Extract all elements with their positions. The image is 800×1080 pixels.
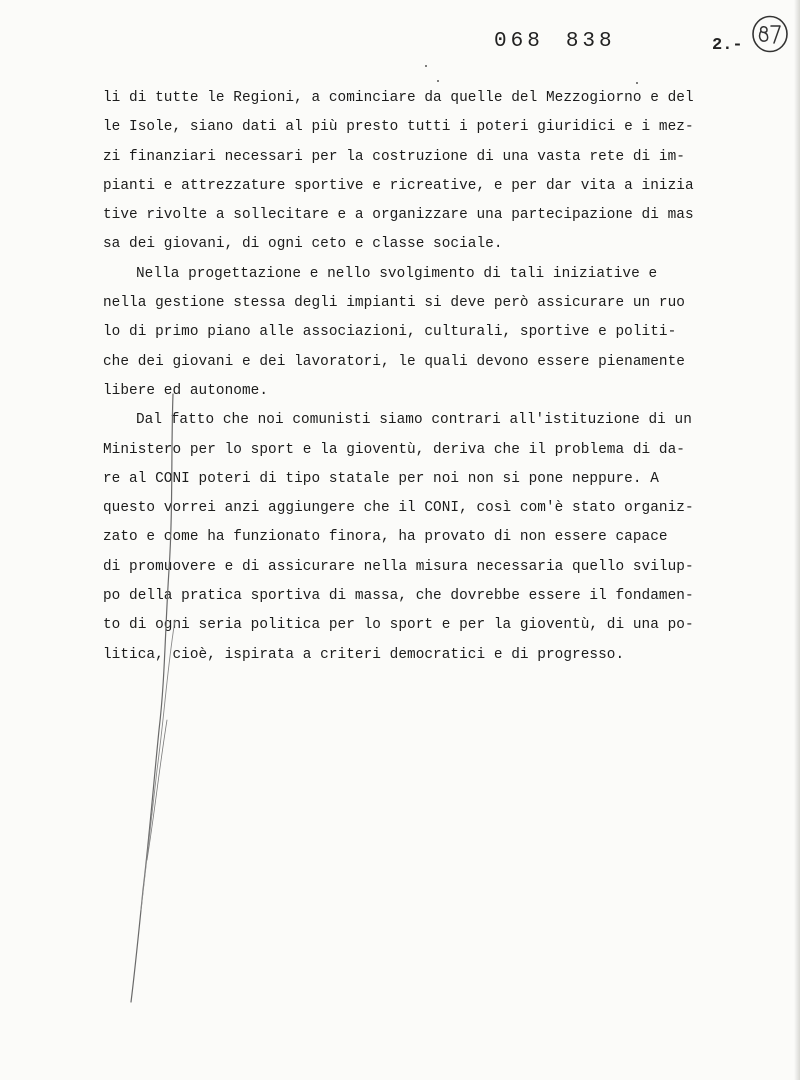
text-line: tive rivolte a sollecitare e a organizzare una partecipazione di mas xyxy=(103,207,694,224)
text-line: li di tutte le Regioni, a cominciare da quelle del Mezzogiorno e del xyxy=(103,90,694,106)
page-sequence: 2.- xyxy=(712,36,743,55)
document-number-part2: 838 xyxy=(565,30,616,53)
text-line: to di ogni seria politica per lo sport e per la gioventù, di una po- xyxy=(103,617,694,634)
text-line: Nella progettazione e nello svolgimento di tali iniziative e xyxy=(136,265,658,282)
document-number xyxy=(494,30,616,53)
handwritten-page-stamp xyxy=(750,14,790,54)
document-number-part1: 068 xyxy=(494,30,544,53)
text-line: pianti e attrezzature sportive e ricreative, e per dar vita a inizia xyxy=(103,177,694,194)
paper-speck xyxy=(425,65,427,67)
text-line: zi finanziari necessari per la costruzione di una vasta rete di im- xyxy=(103,148,685,165)
text-line: che dei giovani e dei lavoratori, le quali devono essere pienamente xyxy=(103,353,685,370)
text-line: di promuovere e di assicurare nella misura necessaria quello svilup- xyxy=(103,558,694,575)
text-line: questo vorrei anzi aggiungere che il CONI, così com'è stato organiz- xyxy=(103,500,694,517)
text-line: libere ed autonome. xyxy=(103,382,269,399)
text-line: zato e come ha funzionato finora, ha provato di non essere capace xyxy=(103,529,668,546)
text-line: po della pratica sportiva di massa, che dovrebbe essere il fondamen- xyxy=(103,588,694,605)
paragraph-2 xyxy=(103,260,793,406)
paragraph-3 xyxy=(103,406,793,670)
text-line: sa dei giovani, di ogni ceto e classe sociale. xyxy=(103,236,503,253)
typed-letter-body xyxy=(103,84,793,670)
paragraph-1 xyxy=(103,84,793,260)
paper-speck xyxy=(437,80,439,82)
page-edge-shadow xyxy=(794,0,800,1080)
paper-speck xyxy=(636,82,638,84)
text-line: re al CONI poteri di tipo statale per noi non si pone neppure. A xyxy=(103,470,659,487)
text-line: Ministero per lo sport e la gioventù, deriva che il problema di da- xyxy=(103,441,685,458)
text-line: litica, cioè, ispirata a criteri democratici e di progresso. xyxy=(103,646,625,663)
text-line: nella gestione stessa degli impianti si deve però assicurare un ruo xyxy=(103,295,685,312)
text-line: Dal fatto che noi comunisti siamo contrari all'istituzione di un xyxy=(136,412,692,429)
text-line: le Isole, siano dati al più presto tutti i poteri giuridici e i mez- xyxy=(103,119,694,136)
text-line: lo di primo piano alle associazioni, culturali, sportive e politi- xyxy=(103,324,677,341)
